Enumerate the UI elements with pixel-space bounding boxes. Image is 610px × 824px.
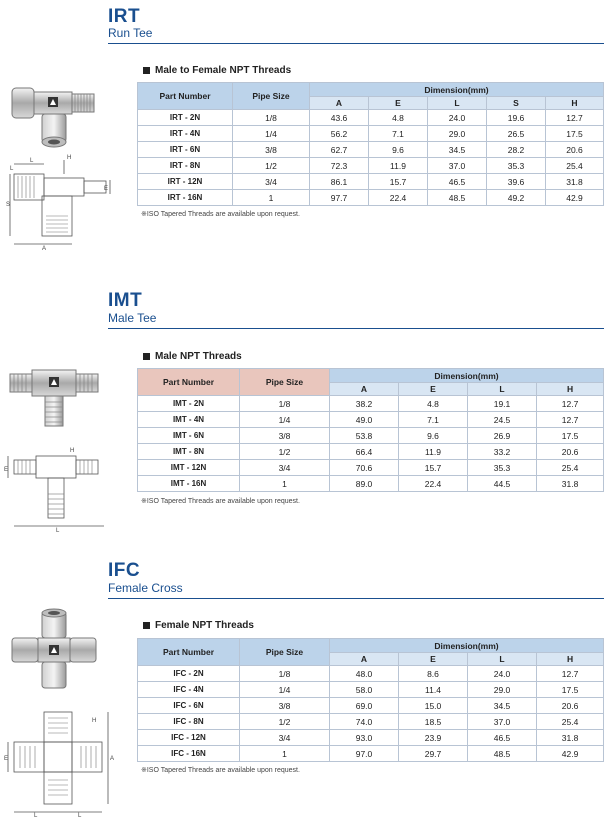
- drawing-label: L: [56, 528, 60, 534]
- section-divider: [108, 598, 604, 599]
- table-row: IMT - 4N 1/4 49.0 7.1 24.5 12.7: [138, 412, 604, 428]
- header-col-h: H: [546, 97, 604, 110]
- bullet-square-icon: [143, 67, 150, 74]
- table-row: IRT - 6N 3/8 62.7 9.6 34.5 28.2 20.6: [138, 142, 604, 158]
- spec-table-ifc: [137, 638, 604, 762]
- drawing-label: H: [67, 155, 72, 161]
- header-pipe-size: Pipe Size: [240, 369, 330, 396]
- table-row: IMT - 6N 3/8 53.8 9.6 26.9 17.5: [138, 428, 604, 444]
- table-row: IFC - 8N 1/2 74.0 18.5 37.0 25.4: [138, 714, 604, 730]
- drawing-label: E: [104, 186, 109, 192]
- bullet-square-icon: [143, 622, 150, 629]
- table-row: IFC - 12N 3/4 93.0 23.9 46.5 31.8: [138, 730, 604, 746]
- header-part-number: Part Number: [138, 639, 240, 666]
- drawing-label: H: [92, 718, 97, 724]
- footnote: ※ISO Tapered Threads are available upon request.: [141, 211, 300, 218]
- male-tee-drawing: [4, 440, 116, 536]
- header-pipe-size: Pipe Size: [233, 83, 310, 110]
- table-row: IRT - 12N 3/4 86.1 15.7 46.5 39.6 31.8: [138, 174, 604, 190]
- header-col-e: E: [399, 383, 468, 396]
- female-cross-photo: [6, 606, 102, 696]
- thread-title: Male NPT Threads: [143, 351, 242, 362]
- header-col-h: H: [537, 383, 604, 396]
- table-row: IFC - 6N 3/8 69.0 15.0 34.5 20.6: [138, 698, 604, 714]
- product-name: Male Tee: [108, 311, 157, 325]
- table-row: IFC - 4N 1/4 58.0 11.4 29.0 17.5: [138, 682, 604, 698]
- section-divider: [108, 328, 604, 329]
- section-divider: [108, 43, 604, 44]
- product-name: Female Cross: [108, 581, 183, 595]
- header-dimension: Dimension(mm): [330, 369, 604, 383]
- product-code: IMT: [108, 290, 143, 311]
- footnote: ※ISO Tapered Threads are available upon request.: [141, 767, 300, 774]
- table-row: IRT - 8N 1/2 72.3 11.9 37.0 35.3 25.4: [138, 158, 604, 174]
- table-row: IFC - 2N 1/8 48.0 8.6 24.0 12.7: [138, 666, 604, 682]
- bullet-square-icon: [143, 353, 150, 360]
- drawing-label: A: [110, 756, 115, 762]
- male-tee-photo: [6, 356, 102, 432]
- table-row: IMT - 8N 1/2 66.4 11.9 33.2 20.6: [138, 444, 604, 460]
- thread-title: Female NPT Threads: [143, 620, 254, 631]
- header-dimension: Dimension(mm): [310, 83, 604, 97]
- header-col-a: A: [330, 653, 399, 666]
- table-row: IMT - 2N 1/8 38.2 4.8 19.1 12.7: [138, 396, 604, 412]
- drawing-label: L: [30, 158, 34, 164]
- header-col-l: L: [428, 97, 487, 110]
- header-col-a: A: [330, 383, 399, 396]
- spec-table-imt: [137, 368, 604, 492]
- drawing-label: L: [10, 166, 14, 172]
- footnote: ※ISO Tapered Threads are available upon request.: [141, 498, 300, 505]
- header-col-e: E: [399, 653, 468, 666]
- header-col-a: A: [310, 97, 369, 110]
- spec-table-irt: [137, 82, 604, 206]
- header-col-l: L: [468, 383, 537, 396]
- run-tee-drawing: [4, 154, 116, 250]
- table-row: IFC - 16N 1 97.0 29.7 48.5 42.9: [138, 746, 604, 762]
- drawing-label: L: [34, 813, 38, 818]
- drawing-label: H: [70, 448, 75, 454]
- product-code: IRT: [108, 6, 141, 27]
- product-code: IFC: [108, 560, 141, 581]
- header-dimension: Dimension(mm): [330, 639, 604, 653]
- female-cross-drawing: [4, 706, 116, 818]
- drawing-label: A: [42, 246, 47, 250]
- header-col-e: E: [369, 97, 428, 110]
- table-row: IMT - 12N 3/4 70.6 15.7 35.3 25.4: [138, 460, 604, 476]
- run-tee-photo: [6, 76, 102, 152]
- header-col-l: L: [468, 653, 537, 666]
- thread-title: Male to Female NPT Threads: [143, 65, 291, 76]
- drawing-label: E: [4, 756, 9, 762]
- header-col-h: H: [537, 653, 604, 666]
- header-part-number: Part Number: [138, 369, 240, 396]
- table-row: IRT - 4N 1/4 56.2 7.1 29.0 26.5 17.5: [138, 126, 604, 142]
- drawing-label: S: [6, 202, 11, 208]
- drawing-label: E: [4, 467, 9, 473]
- drawing-label: L: [78, 813, 82, 818]
- table-row: IRT - 16N 1 97.7 22.4 48.5 49.2 42.9: [138, 190, 604, 206]
- header-col-s: S: [487, 97, 546, 110]
- table-row: IRT - 2N 1/8 43.6 4.8 24.0 19.6 12.7: [138, 110, 604, 126]
- header-part-number: Part Number: [138, 83, 233, 110]
- product-name: Run Tee: [108, 26, 153, 40]
- header-pipe-size: Pipe Size: [240, 639, 330, 666]
- table-row: IMT - 16N 1 89.0 22.4 44.5 31.8: [138, 476, 604, 492]
